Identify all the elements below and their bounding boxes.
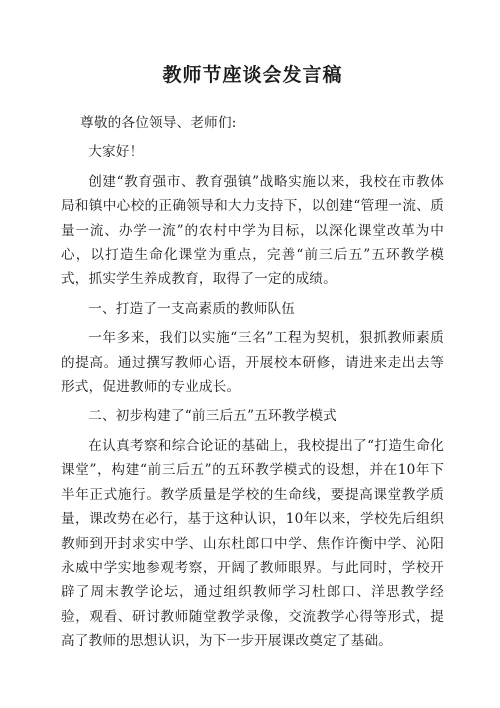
body-paragraph-1: 一年多来，我们以实施“三名”工程为契机，狠抓教师素质的提高。通过撰写教师心语，开展校本研修，请进来走出去等形式，促进教师的专业成长。 [61, 330, 444, 396]
greeting: 大家好！ [88, 144, 144, 161]
document-title: 教师节座谈会发言稿 [162, 64, 343, 86]
body-paragraph-intro: 创建“教育强市、教育强镇”战略实施以来，我校在市教体局和镇中心校的正确领导和大力支持下，以创建“管理一流、质量一流、办学一流”的农村中学为目标，以深化课堂改革为中心，以打造生命化课堂为重点，完善“前三后五”五环教学模式，抓实学生养成教育，取得了一定的成绩。 [61, 173, 444, 288]
salutation: 尊敬的各位领导、老师们: [80, 115, 237, 131]
section-heading-1: 一、打造了一支高素质的教师队伍 [88, 300, 296, 317]
body-paragraph-2: 在认真考察和综合论证的基础上，我校提出了“打造生命化课堂”，构建“前三后五”的五环教学模式的设想，并在10年下半年正式施行。教学质量是学校的生命线，要提高课堂教学质量，课改势在必行，基于这种认识，10年以来，学校先后组织教师到开封求实中学、山东杜郎口中学、焦作许衡中学、沁阳永威中学实地参观考察，开阔了教师眼界。与此同时，学校开辟了周末教学论坛，通过组织教师学习杜郎口、洋思教学经验，观看、研讨教师随堂教学录像，交流教学心得等形式，提高了教师的思想认识，为下一步开展课改奠定了基础。 [61, 437, 444, 650]
section-heading-2: 二、初步构建了“前三后五”五环教学模式 [88, 408, 337, 425]
